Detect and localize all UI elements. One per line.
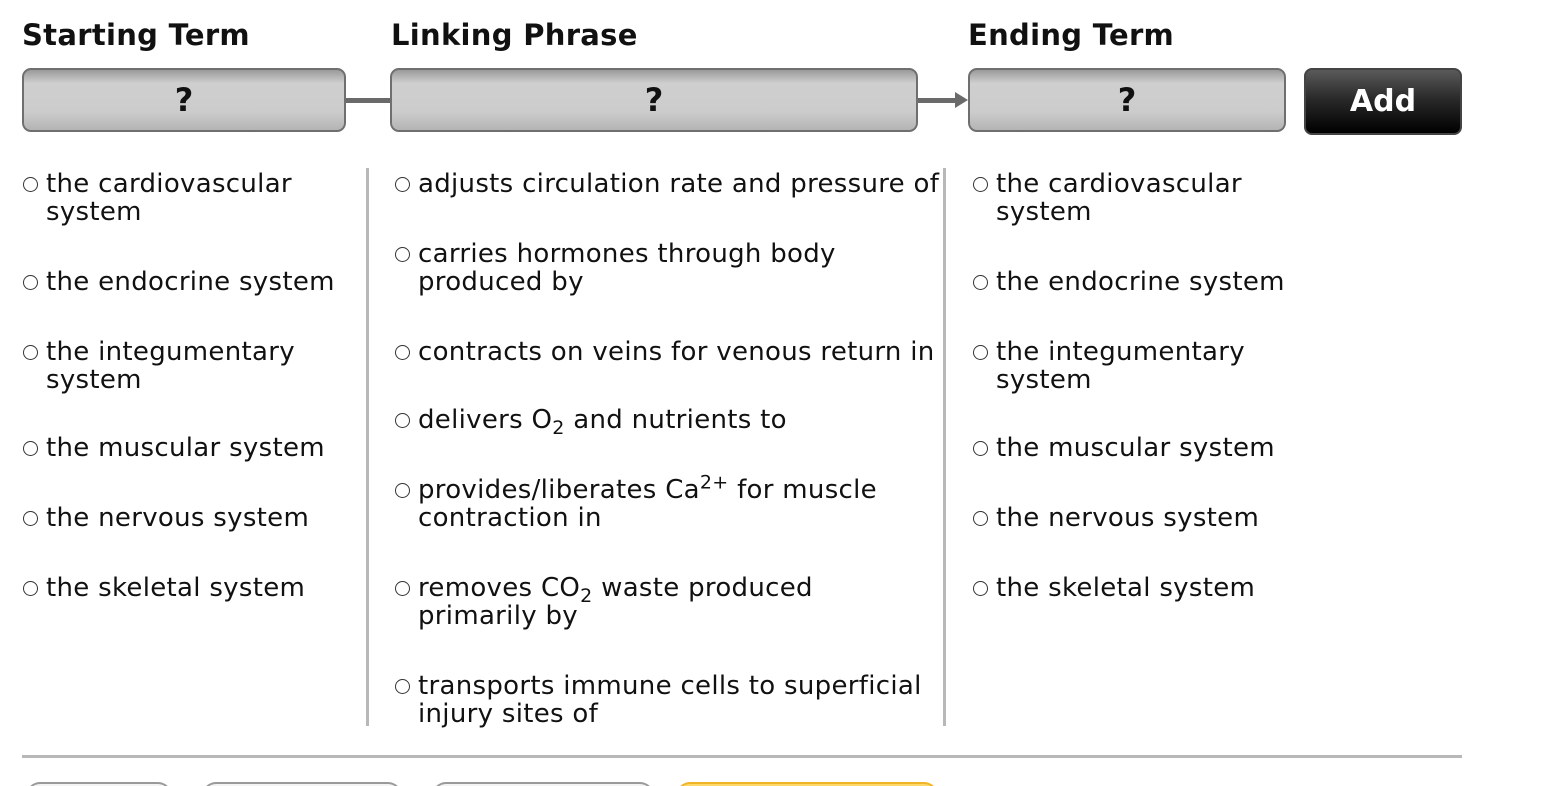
- radio-button[interactable]: [973, 275, 988, 290]
- option-label: the cardiovascular: [996, 169, 1242, 199]
- starting-term-option[interactable]: [23, 434, 325, 462]
- arrow-right-icon: [955, 92, 968, 108]
- bottom-button[interactable]: [26, 782, 172, 786]
- add-button[interactable]: Add: [1304, 68, 1462, 135]
- radio-button[interactable]: [973, 511, 988, 526]
- radio-button[interactable]: [23, 345, 38, 360]
- option-label: the integumentary: [46, 337, 295, 367]
- radio-button[interactable]: [973, 441, 988, 456]
- starting-term-option[interactable]: [23, 504, 309, 532]
- linking-phrase-option[interactable]: [395, 405, 787, 440]
- connector-line: [346, 98, 391, 103]
- option-label: the integumentary: [996, 337, 1245, 367]
- bottom-button[interactable]: [202, 782, 402, 786]
- option-label: the endocrine system: [996, 267, 1285, 297]
- starting-term-slot[interactable]: ?: [22, 68, 346, 132]
- radio-button[interactable]: [973, 177, 988, 192]
- option-label: the muscular system: [996, 433, 1275, 463]
- linking-phrase-slot[interactable]: ?: [390, 68, 918, 132]
- section-divider: [22, 755, 1462, 758]
- option-label: removes $CO_2$ waste produced primarily by: [418, 573, 813, 631]
- radio-button[interactable]: [395, 581, 410, 596]
- option-label: delivers $O_2$ and nutrients to: [418, 405, 787, 440]
- radio-button[interactable]: [395, 345, 410, 360]
- option-label: injury sites of: [418, 699, 599, 729]
- option-label: contracts on veins for venous return in: [418, 337, 935, 367]
- linking-phrase-option[interactable]: [395, 672, 922, 728]
- option-label: system: [46, 365, 142, 395]
- option-label: system: [46, 197, 142, 227]
- option-label: the muscular system: [46, 433, 325, 463]
- starting-term-option[interactable]: [23, 338, 295, 394]
- ending-term-header: Ending Term: [968, 18, 1175, 52]
- linking-phrase-option[interactable]: [395, 574, 813, 630]
- ending-term-option[interactable]: [973, 434, 1275, 462]
- starting-term-header: Starting Term: [22, 18, 250, 52]
- linking-phrase-option[interactable]: [395, 170, 939, 198]
- radio-button[interactable]: [23, 581, 38, 596]
- starting-term-option[interactable]: [23, 170, 292, 226]
- option-label: transports immune cells to superficial: [418, 671, 922, 701]
- radio-button[interactable]: [23, 511, 38, 526]
- radio-button[interactable]: [395, 679, 410, 694]
- bottom-button[interactable]: [432, 782, 654, 786]
- radio-button[interactable]: [23, 275, 38, 290]
- connector-arrow-line: [918, 98, 956, 103]
- ending-term-option[interactable]: [973, 170, 1242, 226]
- option-label: the nervous system: [46, 503, 310, 533]
- radio-button[interactable]: [973, 581, 988, 596]
- ending-term-option[interactable]: [973, 268, 1285, 296]
- option-label: the skeletal system: [996, 573, 1256, 603]
- option-label: produced by: [418, 267, 584, 297]
- option-label: the nervous system: [996, 503, 1260, 533]
- column-divider: [366, 168, 369, 726]
- radio-button[interactable]: [23, 441, 38, 456]
- option-label: adjusts circulation rate and pressure of: [418, 169, 940, 199]
- column-divider: [943, 168, 946, 726]
- radio-button[interactable]: [23, 177, 38, 192]
- radio-button[interactable]: [395, 413, 410, 428]
- ending-term-option[interactable]: [973, 338, 1245, 394]
- linking-phrase-option[interactable]: [395, 338, 935, 366]
- submit-button[interactable]: [676, 782, 938, 786]
- option-label: carries hormones through body: [418, 239, 836, 269]
- ending-term-option[interactable]: [973, 574, 1255, 602]
- radio-button[interactable]: [973, 345, 988, 360]
- option-label: system: [996, 197, 1092, 227]
- ending-term-slot[interactable]: ?: [968, 68, 1286, 132]
- linking-phrase-header: Linking Phrase: [391, 18, 638, 52]
- radio-button[interactable]: [395, 483, 410, 498]
- option-label: the endocrine system: [46, 267, 335, 297]
- option-label: the cardiovascular: [46, 169, 292, 199]
- starting-term-option[interactable]: [23, 268, 335, 296]
- option-label: provides/liberates $Ca^{2+}$ for muscle contraction in: [418, 471, 877, 533]
- starting-term-option[interactable]: [23, 574, 305, 602]
- radio-button[interactable]: [395, 247, 410, 262]
- option-label: the skeletal system: [46, 573, 306, 603]
- ending-term-option[interactable]: [973, 504, 1259, 532]
- linking-phrase-option[interactable]: [395, 240, 836, 296]
- option-label: system: [996, 365, 1092, 395]
- linking-phrase-option[interactable]: [395, 471, 877, 533]
- radio-button[interactable]: [395, 177, 410, 192]
